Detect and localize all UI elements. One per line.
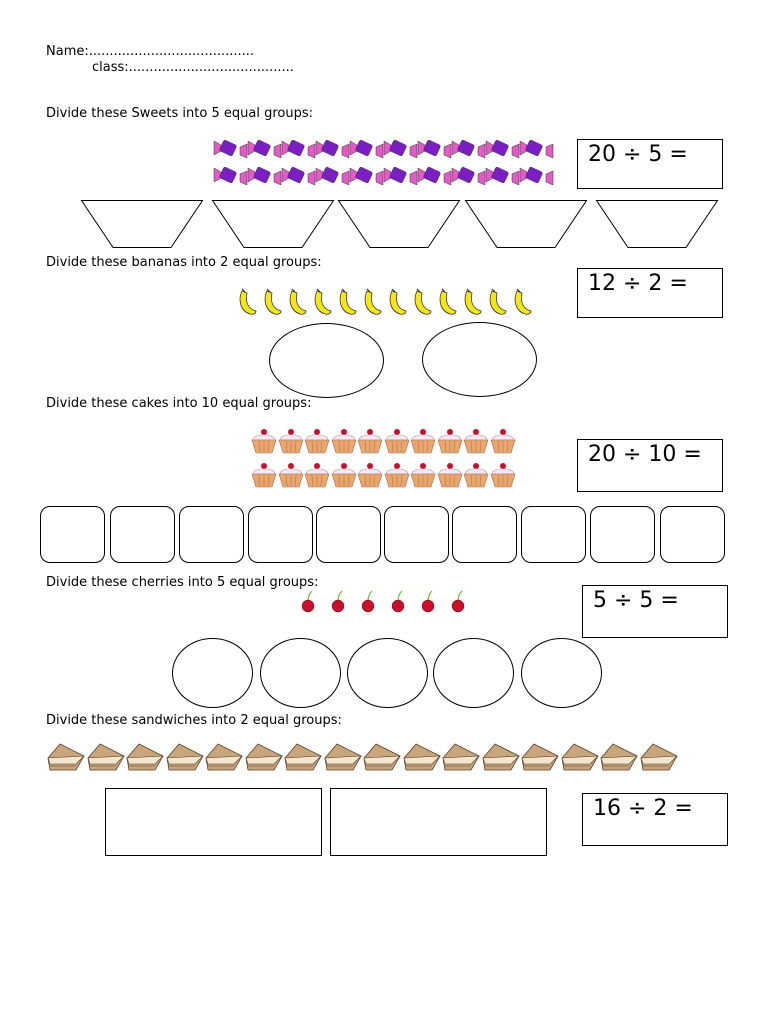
cake-group-tile[interactable]	[452, 506, 517, 563]
cake-group-tile[interactable]	[590, 506, 655, 563]
bananas-equation-box[interactable]	[577, 268, 723, 318]
sweet-icon	[350, 166, 384, 188]
cake-group-tile[interactable]	[110, 506, 175, 563]
sweet-icon	[350, 139, 384, 161]
cupcake-icon	[384, 428, 410, 454]
cherry-group-circle[interactable]	[172, 638, 253, 708]
cake-group-tile[interactable]	[316, 506, 381, 563]
sweets-instruction: Divide these Sweets into 5 equal groups:	[46, 106, 313, 121]
sweet-icon	[520, 139, 554, 161]
cherry-group-circle[interactable]	[347, 638, 428, 708]
cupcake-icon	[490, 462, 516, 488]
banana-icon	[236, 289, 258, 317]
banana-icon	[486, 289, 508, 317]
class-field-label: class:........................................	[92, 60, 294, 75]
cupcake-icon	[251, 428, 277, 454]
sweet-icon	[452, 166, 486, 188]
bananas-instruction: Divide these bananas into 2 equal groups:	[46, 255, 322, 270]
sandwich-icon	[204, 742, 244, 772]
sandwich-icon	[560, 742, 600, 772]
cupcake-icon	[304, 428, 330, 454]
cupcake-icon	[357, 462, 383, 488]
cake-group-tile[interactable]	[40, 506, 105, 563]
sandwich-icon	[244, 742, 284, 772]
sandwich-icon	[481, 742, 521, 772]
cherry-group-circle[interactable]	[433, 638, 514, 708]
sweet-icon	[214, 166, 248, 188]
banana-icon	[511, 289, 533, 317]
banana-group-ellipse[interactable]	[422, 322, 537, 397]
sandwich-icon	[283, 742, 323, 772]
cherry-icon	[390, 591, 406, 613]
sandwiches-instruction: Divide these sandwiches into 2 equal groups:	[46, 713, 342, 728]
sandwiches-equation-box[interactable]	[582, 793, 728, 846]
cherry-icon	[300, 591, 316, 613]
sweet-icon	[316, 139, 350, 161]
cherries-equation-box[interactable]	[582, 585, 728, 638]
sandwich-icon	[46, 742, 86, 772]
cupcake-icon	[278, 462, 304, 488]
sweet-icon	[452, 139, 486, 161]
sweet-icon	[520, 166, 554, 188]
cherry-icon	[330, 591, 346, 613]
cherry-icon	[450, 591, 466, 613]
bowl-shape	[212, 200, 334, 248]
sandwich-icon	[165, 742, 205, 772]
cakes-instruction: Divide these cakes into 10 equal groups:	[46, 396, 312, 411]
cherry-group-circle[interactable]	[260, 638, 341, 708]
sandwich-icon	[441, 742, 481, 772]
banana-icon	[386, 289, 408, 317]
bowl-shape	[338, 200, 460, 248]
sandwich-icon	[362, 742, 402, 772]
sweet-icon	[486, 139, 520, 161]
cupcake-icon	[331, 462, 357, 488]
sandwich-icon	[86, 742, 126, 772]
banana-group-ellipse[interactable]	[269, 323, 384, 398]
sandwich-group-box[interactable]	[105, 788, 322, 856]
sweets-equation-box[interactable]	[577, 139, 723, 189]
banana-icon	[461, 289, 483, 317]
sweet-icon	[384, 139, 418, 161]
cupcake-icon	[304, 462, 330, 488]
sweet-icon	[418, 139, 452, 161]
sandwich-icon	[599, 742, 639, 772]
sandwich-icon	[402, 742, 442, 772]
cupcake-icon	[463, 462, 489, 488]
cupcake-icon	[251, 462, 277, 488]
cherry-icon	[420, 591, 436, 613]
banana-icon	[261, 289, 283, 317]
bowl-shape	[465, 200, 587, 248]
cake-group-tile[interactable]	[384, 506, 449, 563]
cupcake-icon	[463, 428, 489, 454]
sandwich-icon	[125, 742, 165, 772]
cakes-equation: 20 ÷ 10 =	[588, 442, 702, 467]
sandwich-icon	[639, 742, 679, 772]
banana-icon	[436, 289, 458, 317]
cupcake-icon	[357, 428, 383, 454]
sandwich-icon	[323, 742, 363, 772]
cake-group-tile[interactable]	[248, 506, 313, 563]
sandwich-icon	[520, 742, 560, 772]
bananas-equation: 12 ÷ 2 =	[588, 271, 688, 296]
cherry-icon	[360, 591, 376, 613]
bowl-shape	[81, 200, 203, 248]
banana-icon	[311, 289, 333, 317]
cupcake-icon	[490, 428, 516, 454]
sweet-icon	[214, 139, 248, 161]
sandwich-group-box[interactable]	[330, 788, 547, 856]
cake-group-tile[interactable]	[521, 506, 586, 563]
sweet-icon	[486, 166, 520, 188]
sweets-equation: 20 ÷ 5 =	[588, 142, 688, 167]
cherry-group-circle[interactable]	[521, 638, 602, 708]
name-field-label: Name:........................................	[46, 44, 255, 59]
sweet-icon	[248, 166, 282, 188]
cupcake-icon	[278, 428, 304, 454]
cherries-instruction: Divide these cherries into 5 equal groups:	[46, 575, 319, 590]
bowl-shape	[596, 200, 718, 248]
sweet-icon	[384, 166, 418, 188]
sweet-icon	[418, 166, 452, 188]
cupcake-icon	[410, 428, 436, 454]
sweet-icon	[316, 166, 350, 188]
cakes-equation-box[interactable]	[577, 439, 723, 492]
banana-icon	[336, 289, 358, 317]
cupcake-icon	[437, 462, 463, 488]
banana-icon	[286, 289, 308, 317]
cherries-equation: 5 ÷ 5 =	[593, 588, 679, 613]
sweet-icon	[248, 139, 282, 161]
cake-group-tile[interactable]	[660, 506, 725, 563]
banana-icon	[361, 289, 383, 317]
sweet-icon	[282, 166, 316, 188]
cupcake-icon	[384, 462, 410, 488]
sweet-icon	[282, 139, 316, 161]
cupcake-icon	[331, 428, 357, 454]
sandwiches-equation: 16 ÷ 2 =	[593, 796, 693, 821]
banana-icon	[411, 289, 433, 317]
cake-group-tile[interactable]	[179, 506, 244, 563]
cupcake-icon	[437, 428, 463, 454]
cupcake-icon	[410, 462, 436, 488]
